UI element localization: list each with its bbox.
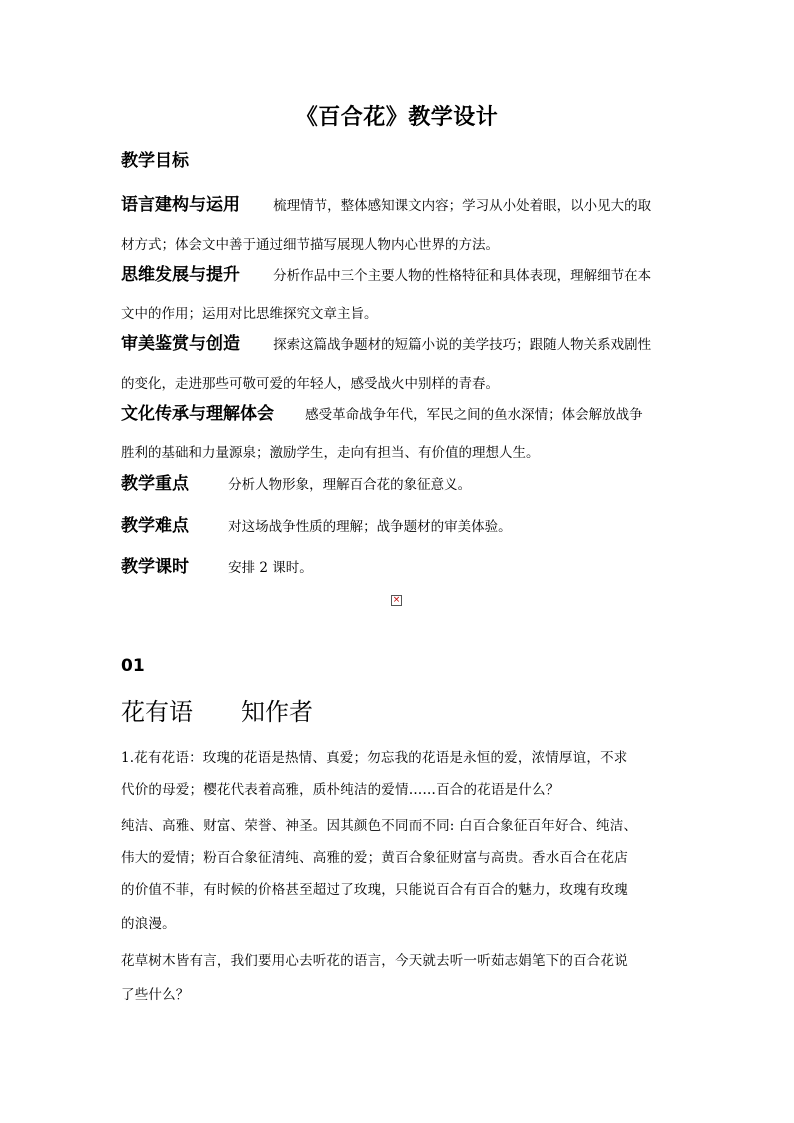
body-line: 纯洁、高雅、财富、荣誉、神圣。因其颜色不同而不同: 白百合象征百年好合、纯洁、 (121, 818, 638, 834)
body-line: 花草树木皆有言，我们要用心去听花的语言，今天就去听一听茹志娟笔下的百合花说 (121, 953, 628, 969)
key-point-text: 安排 2 课时。 (228, 560, 313, 576)
section-number: 01 (121, 656, 145, 676)
goal-text: 感受革命战争年代，军民之间的鱼水深情；体会解放战争 (305, 407, 643, 423)
goal-text-continued: 材方式；体会文中善于通过细节描写展现人物内心世界的方法。 (121, 237, 499, 253)
body-line: 1.花有花语：玫瑰的花语是热情、真爱；勿忘我的花语是永恒的爱，浓情厚谊，不求 (121, 750, 628, 766)
goal-text-continued: 胜利的基础和力量源泉；激励学生，走向有担当、有价值的理想人生。 (121, 445, 540, 461)
key-point-difficulty (121, 511, 512, 536)
broken-image-icon: × (392, 595, 401, 605)
goal-text-continued: 的变化，走进那些可敬可爱的年轻人，感受战火中别样的青春。 (121, 376, 499, 392)
key-point-hours (121, 552, 313, 577)
goal-text-continued: 文中的作用；运用对比思维探究文章主旨。 (121, 306, 378, 322)
goal-aesthetics (121, 329, 676, 354)
section-title-part1: 花有语 (121, 698, 193, 726)
body-line: 伟大的爱情；粉百合象征清纯、高雅的爱；黄百合象征财富与高贵。香水百合在花店 (121, 850, 628, 866)
goal-text: 探索这篇战争题材的短篇小说的美学技巧；跟随人物关系戏剧性 (273, 337, 652, 353)
key-point-text: 对这场战争性质的理解；战争题材的审美体验。 (228, 519, 512, 535)
goal-label: 审美鉴赏与创造 (121, 334, 240, 354)
key-point-label: 教学重点 (121, 474, 189, 494)
goal-label: 思维发展与提升 (121, 265, 240, 285)
goal-culture (121, 399, 676, 424)
key-point-label: 教学课时 (121, 557, 189, 577)
key-point-text: 分析人物形象，理解百合花的象征意义。 (228, 477, 472, 493)
body-line: 了些什么？ (121, 987, 190, 1003)
goal-text: 梳理情节，整体感知课文内容；学习从小处着眼，以小见大的取 (273, 198, 652, 214)
goal-language (121, 190, 676, 215)
goal-text: 分析作品中三个主要人物的性格特征和具体表现，理解细节在本 (273, 268, 652, 284)
goal-label: 文化传承与理解体会 (121, 404, 274, 424)
document-title: 《百合花》教学设计 (295, 104, 499, 130)
goals-heading: 教学目标 (121, 151, 189, 171)
body-line: 代价的母爱；樱花代表着高雅，质朴纯洁的爱情……百合的花语是什么？ (121, 782, 560, 798)
key-point-label: 教学难点 (121, 516, 189, 536)
goal-label: 语言建构与运用 (121, 195, 240, 215)
section-title-part2: 知作者 (241, 698, 313, 726)
body-line: 的价值不菲，有时候的价格甚至超过了玫瑰，只能说百合有百合的魅力，玫瑰有玫瑰 (121, 882, 628, 898)
body-line: 的浪漫。 (121, 916, 176, 932)
section-title (121, 692, 313, 727)
goal-thinking (121, 260, 676, 285)
key-point-focus (121, 469, 471, 494)
